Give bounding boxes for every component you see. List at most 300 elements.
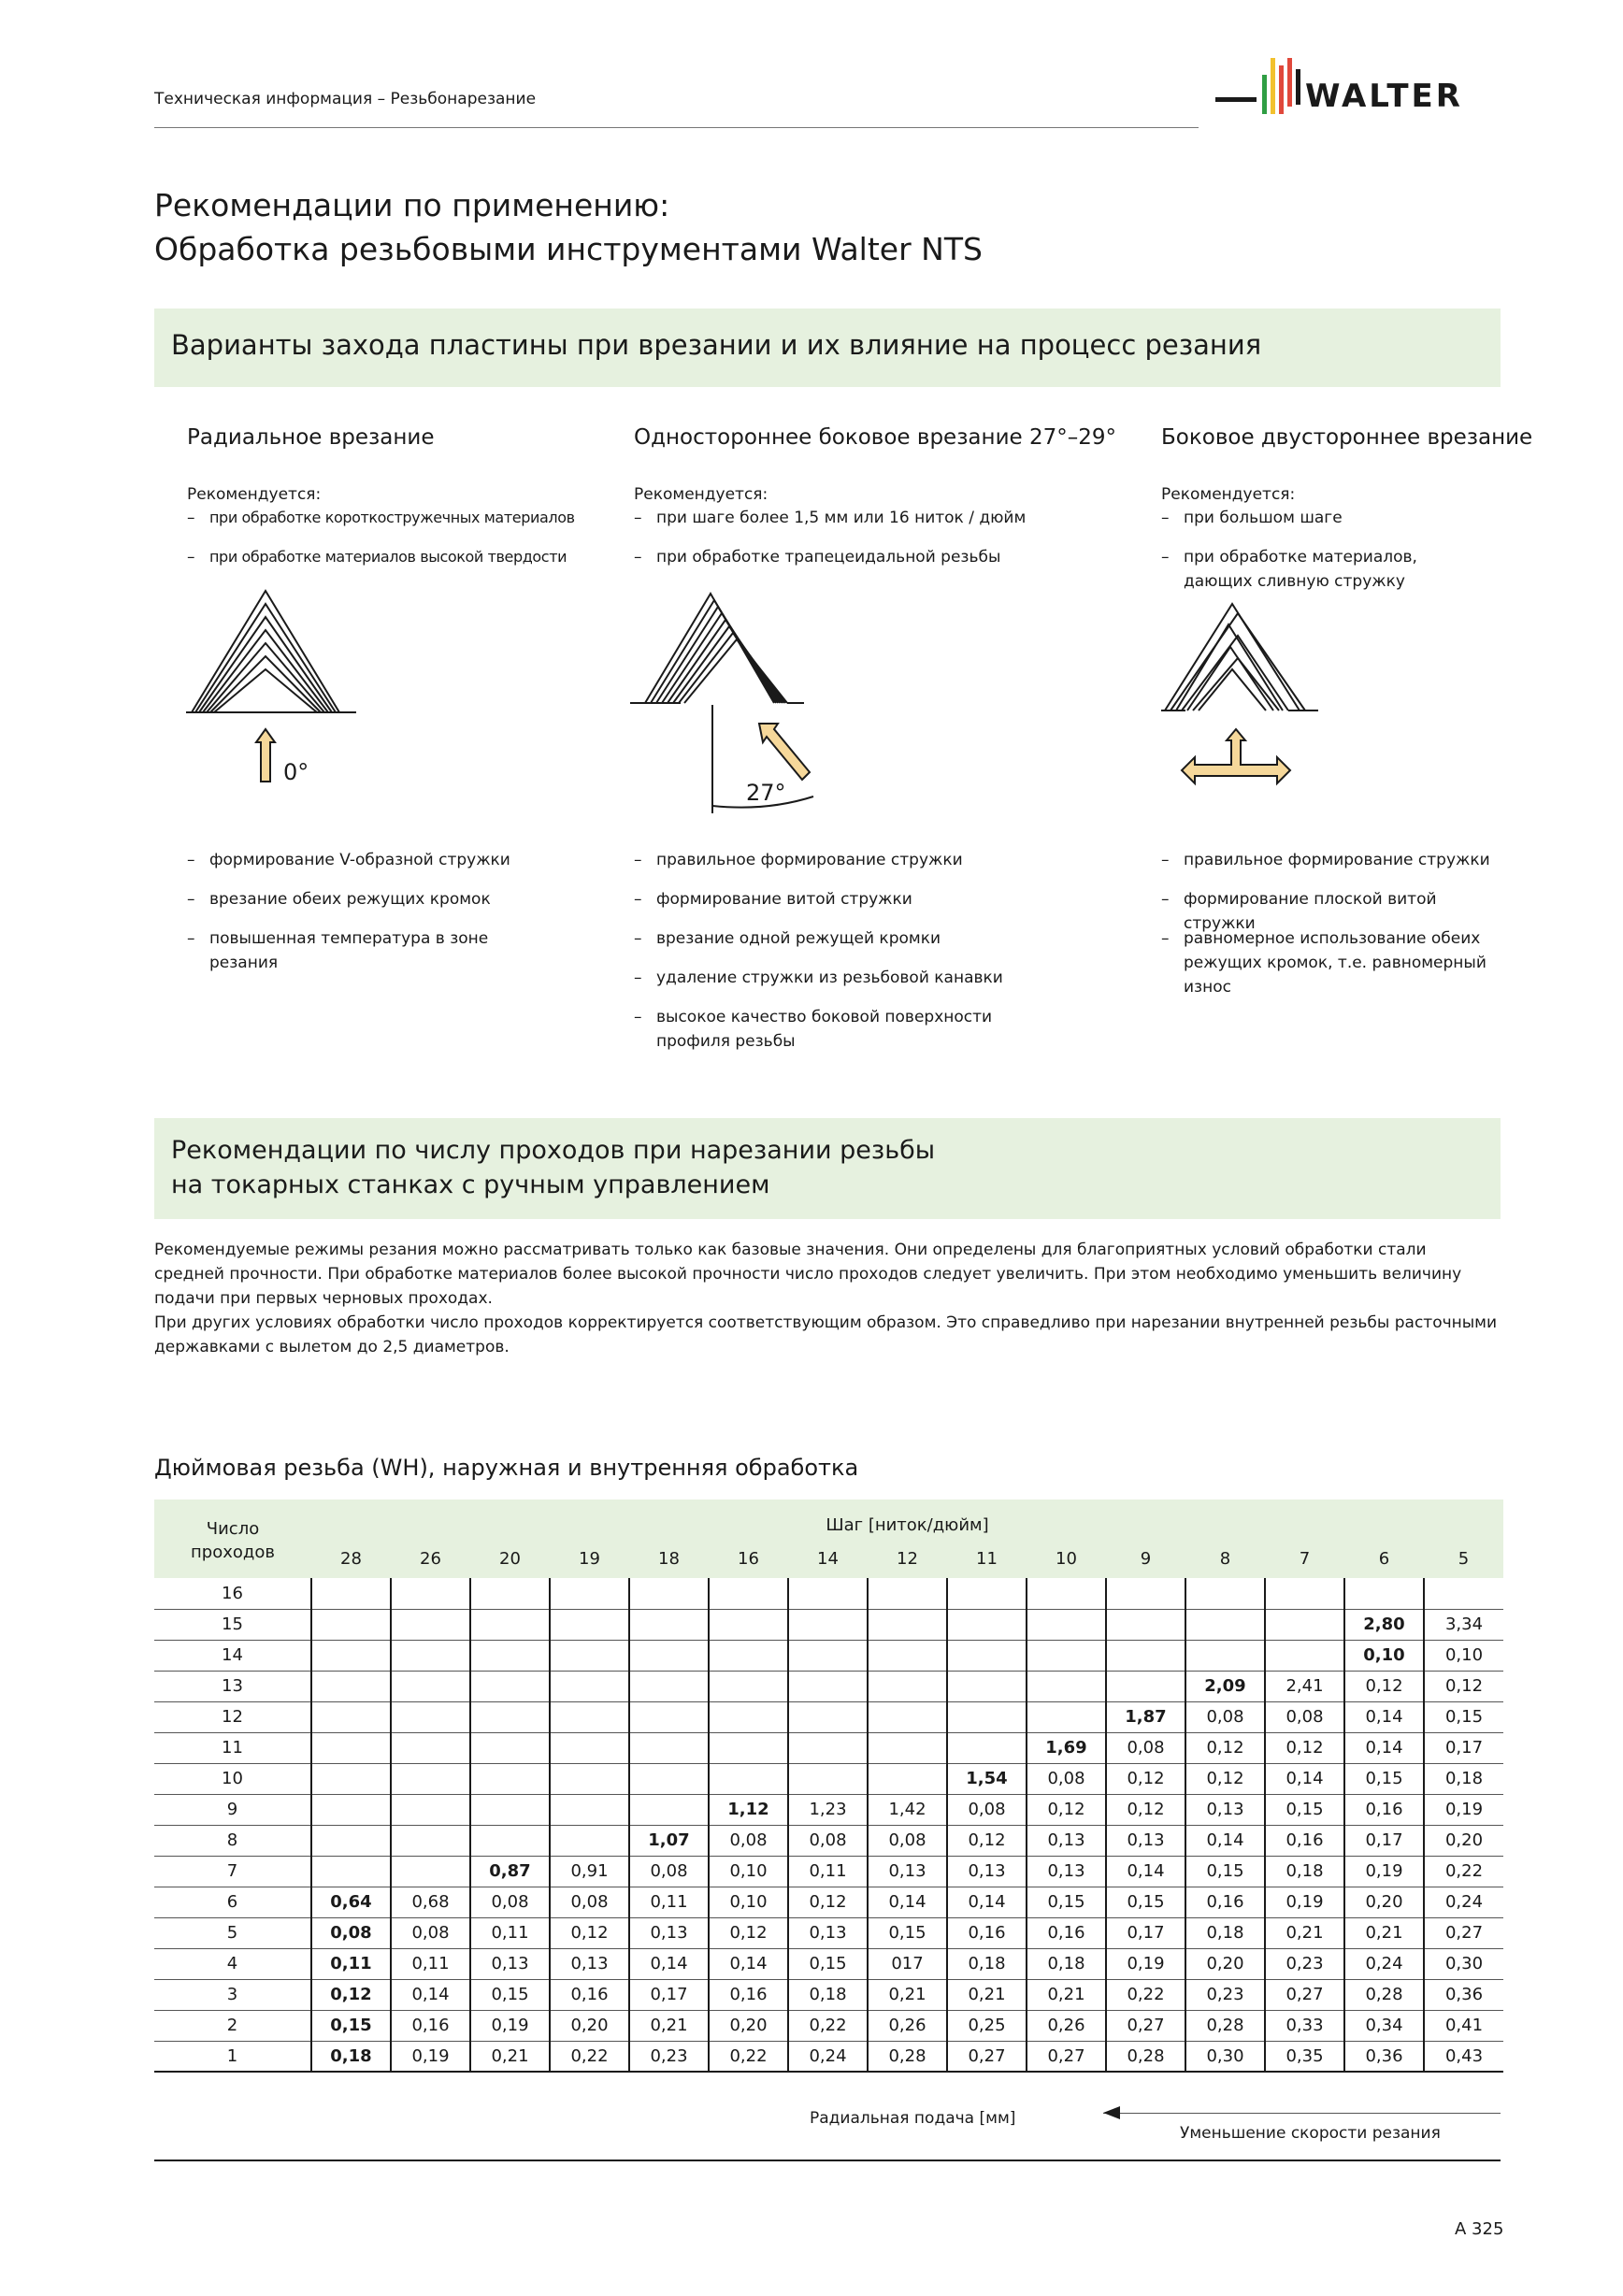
feed-cell: 0,11: [629, 1887, 709, 1917]
feed-cell: 0,20: [1185, 1948, 1265, 1979]
feed-cell: 0,17: [1106, 1917, 1185, 1948]
feed-cell: 0,21: [1265, 1917, 1344, 1948]
feed-cell: 0,08: [1106, 1732, 1185, 1763]
feed-cell: [470, 1825, 550, 1856]
pitch-header: 6: [1378, 1548, 1390, 1569]
feed-cell: 0,13: [1106, 1825, 1185, 1856]
header-section-label: Техническая информация – Резьбонарезание: [154, 90, 537, 108]
feed-cell: [470, 1609, 550, 1640]
feed-cell: 0,14: [1344, 1701, 1424, 1732]
feed-cell: [788, 1640, 868, 1671]
footer-divider: [154, 2160, 1501, 2161]
feed-cell: [550, 1701, 629, 1732]
pitch-header: 28: [340, 1548, 362, 1569]
feed-cell: 0,14: [391, 1979, 470, 2010]
feed-cell: [788, 1671, 868, 1701]
passes-cell: 5: [154, 1917, 311, 1948]
feed-cell: 0,24: [1424, 1887, 1503, 1917]
feed-cell: [550, 1609, 629, 1640]
feed-cell: 0,20: [1424, 1825, 1503, 1856]
passes-cell: 7: [154, 1856, 311, 1887]
pitch-header: 10: [1056, 1548, 1077, 1569]
feed-cell: 0,08: [311, 1917, 391, 1948]
pitch-header: 7: [1299, 1548, 1311, 1569]
feed-cell: 0,22: [1424, 1856, 1503, 1887]
feed-cell: [709, 1732, 788, 1763]
arrow-left-icon: [1103, 2106, 1120, 2119]
walter-logo: [1215, 56, 1515, 135]
passes-table: [154, 1500, 1503, 2073]
feed-cell: 0,13: [1027, 1825, 1106, 1856]
feed-cell: 1,12: [709, 1794, 788, 1825]
feed-cell: [391, 1640, 470, 1671]
feed-cell: 0,22: [550, 2041, 629, 2072]
feed-cell: 0,17: [629, 1979, 709, 2010]
feed-cell: 2,09: [1185, 1671, 1265, 1701]
feed-cell: 0,19: [1344, 1856, 1424, 1887]
feed-cell: [470, 1701, 550, 1732]
feed-cell: 0,18: [311, 2041, 391, 2072]
pitch-header: 12: [897, 1548, 918, 1569]
passes-cell: 10: [154, 1763, 311, 1794]
feed-cell: [629, 1609, 709, 1640]
feed-cell: 0,13: [1185, 1794, 1265, 1825]
feed-cell: 0,15: [1265, 1794, 1344, 1825]
feed-cell: [947, 1732, 1027, 1763]
logo-wordmark: WALTER: [1305, 78, 1463, 115]
table-row: [154, 1578, 1503, 1609]
feed-cell: [629, 1794, 709, 1825]
feed-cell: 1,54: [947, 1763, 1027, 1794]
feed-cell: 0,08: [629, 1856, 709, 1887]
feed-cell: [550, 1732, 629, 1763]
feed-cell: 3,34: [1424, 1609, 1503, 1640]
feed-cell: 0,12: [550, 1917, 629, 1948]
feed-cell: 0,23: [629, 2041, 709, 2072]
passes-cell: 14: [154, 1640, 311, 1671]
feed-cell: [629, 1763, 709, 1794]
feed-cell: 0,23: [1265, 1948, 1344, 1979]
feed-cell: 017: [868, 1948, 947, 1979]
feed-cell: 0,14: [629, 1948, 709, 1979]
feed-cell: [1265, 1640, 1344, 1671]
feed-cell: [391, 1578, 470, 1609]
feed-cell: [470, 1794, 550, 1825]
feed-cell: 0,19: [391, 2041, 470, 2072]
feed-cell: 0,13: [1027, 1856, 1106, 1887]
speed-arrow-line: [1103, 2113, 1501, 2114]
feed-cell: 0,15: [311, 2010, 391, 2041]
feed-cell: [1106, 1640, 1185, 1671]
feed-cell: 0,20: [1344, 1887, 1424, 1917]
feed-cell: 0,19: [1106, 1948, 1185, 1979]
feed-cell: 0,15: [1185, 1856, 1265, 1887]
feed-cell: [947, 1671, 1027, 1701]
feed-cell: 0,14: [1106, 1856, 1185, 1887]
feed-cell: 0,26: [1027, 2010, 1106, 2041]
feed-cell: 0,21: [1027, 1979, 1106, 2010]
intro-paragraph: При других условиях обработки число проходов корректируется соответствующим образом. Это справедливо при нарезании внутренней резьбы расточными державками с вылетом до 2,5 диаметров.: [154, 1313, 1498, 1356]
feed-cell: 0,17: [1344, 1825, 1424, 1856]
feed-cell: 0,11: [470, 1917, 550, 1948]
feed-cell: 0,28: [1344, 1979, 1424, 2010]
feed-cell: 0,24: [788, 2041, 868, 2072]
feed-cell: 0,27: [1106, 2010, 1185, 2041]
feed-cell: 0,30: [1185, 2041, 1265, 2072]
feed-cell: 0,12: [1265, 1732, 1344, 1763]
feed-cell: [470, 1763, 550, 1794]
feed-cell: 0,91: [550, 1856, 629, 1887]
pitch-header: 18: [658, 1548, 680, 1569]
feed-cell: 0,12: [709, 1917, 788, 1948]
list-item: – при обработке трапецеидальной резьбы: [634, 548, 1001, 567]
feed-cell: 0,16: [391, 2010, 470, 2041]
feed-cell: [391, 1609, 470, 1640]
feed-cell: 0,21: [470, 2041, 550, 2072]
list-item: – формирование витой стружки: [634, 890, 912, 909]
table-row: [154, 1856, 1503, 1887]
feed-cell: [311, 1794, 391, 1825]
feed-cell: 0,19: [1424, 1794, 1503, 1825]
section2-heading: [171, 1133, 935, 1202]
pitch-header: 19: [579, 1548, 600, 1569]
feed-cell: [1185, 1578, 1265, 1609]
feed-cell: [1185, 1640, 1265, 1671]
feed-cell: 0,18: [1027, 1948, 1106, 1979]
feed-cell: [391, 1701, 470, 1732]
feed-cell: 0,20: [550, 2010, 629, 2041]
feed-cell: [1106, 1671, 1185, 1701]
feed-cell: 0,16: [1265, 1825, 1344, 1856]
feed-cell: [391, 1671, 470, 1701]
feed-cell: 1,23: [788, 1794, 868, 1825]
table-row: [154, 1979, 1503, 2010]
intro-text: [154, 1238, 1501, 1359]
passes-cell: 8: [154, 1825, 311, 1856]
angle-label-0: 0°: [283, 759, 309, 785]
feed-cell: 0,21: [947, 1979, 1027, 2010]
page-number: A 325: [1455, 2219, 1504, 2239]
feed-cell: [550, 1671, 629, 1701]
feed-cell: 0,13: [947, 1856, 1027, 1887]
feed-cell: 0,22: [709, 2041, 788, 2072]
feed-cell: [311, 1578, 391, 1609]
feed-cell: 0,16: [947, 1917, 1027, 1948]
feed-cell: 0,21: [1344, 1917, 1424, 1948]
feed-cell: 0,24: [1344, 1948, 1424, 1979]
column-radial-heading: Радиальное врезание: [187, 425, 435, 450]
feed-cell: [1265, 1609, 1344, 1640]
feed-cell: [550, 1763, 629, 1794]
feed-cell: 0,17: [1424, 1732, 1503, 1763]
pitch-header: 5: [1458, 1548, 1470, 1569]
feed-cell: 0,12: [1344, 1671, 1424, 1701]
feed-cell: 0,22: [1106, 1979, 1185, 2010]
table-row: [154, 1701, 1503, 1732]
column-flank-heading: Одностороннее боковое врезание 27°–29°: [634, 425, 1117, 450]
feed-cell: 0,19: [470, 2010, 550, 2041]
feed-cell: 0,14: [1344, 1732, 1424, 1763]
section1-band: [154, 309, 1501, 387]
feed-cell: 1,07: [629, 1825, 709, 1856]
feed-cell: 0,11: [311, 1948, 391, 1979]
feed-cell: [1027, 1578, 1106, 1609]
passes-cell: 2: [154, 2010, 311, 2041]
feed-cell: 0,41: [1424, 2010, 1503, 2041]
feed-cell: [788, 1701, 868, 1732]
feed-cell: 0,18: [788, 1979, 868, 2010]
list-item: – при шаге более 1,5 мм или 16 ниток / дюйм: [634, 509, 1027, 527]
feed-cell: [311, 1671, 391, 1701]
feed-cell: 0,11: [788, 1856, 868, 1887]
feed-cell: [1027, 1701, 1106, 1732]
passes-cell: 13: [154, 1671, 311, 1701]
list-item: – врезание обеих режущих кромок: [187, 890, 491, 909]
feed-cell: 0,15: [1106, 1887, 1185, 1917]
table-title: Дюймовая резьба (WH), наружная и внутренняя обработка: [154, 1455, 859, 1481]
feed-cell: [947, 1578, 1027, 1609]
feed-cell: 0,08: [1265, 1701, 1344, 1732]
feed-cell: [709, 1701, 788, 1732]
feed-cell: 1,42: [868, 1794, 947, 1825]
feed-cell: [470, 1732, 550, 1763]
feed-cell: [550, 1794, 629, 1825]
feed-cell: 0,34: [1344, 2010, 1424, 2041]
feed-cell: 0,13: [629, 1917, 709, 1948]
feed-cell: 0,14: [947, 1887, 1027, 1917]
feed-cell: 0,18: [1265, 1856, 1344, 1887]
table-row: [154, 1609, 1503, 1640]
feed-cell: 0,08: [470, 1887, 550, 1917]
feed-cell: 0,18: [947, 1948, 1027, 1979]
feed-cell: [470, 1578, 550, 1609]
feed-cell: [391, 1825, 470, 1856]
feed-cell: 0,16: [1027, 1917, 1106, 1948]
column-radial-rec-label: Рекомендуется:: [187, 485, 322, 504]
pitch-header: 8: [1219, 1548, 1231, 1569]
feed-cell: [1344, 1578, 1424, 1609]
feed-cell: [1027, 1609, 1106, 1640]
feed-cell: [1106, 1578, 1185, 1609]
table-row: [154, 1732, 1503, 1763]
corner-header: Число проходов: [191, 1519, 275, 1562]
feed-cell: [788, 1609, 868, 1640]
feed-cell: 0,19: [1265, 1887, 1344, 1917]
feed-cell: [709, 1763, 788, 1794]
feed-cell: 0,26: [868, 2010, 947, 2041]
feed-cell: 0,15: [1424, 1701, 1503, 1732]
feed-cell: [550, 1578, 629, 1609]
feed-cell: [311, 1701, 391, 1732]
feed-cell: [868, 1671, 947, 1701]
list-item: – при обработке материалов, дающих сливную стружку: [1161, 548, 1417, 591]
feed-cell: [868, 1578, 947, 1609]
table-row: [154, 1794, 1503, 1825]
feed-cell: 0,08: [709, 1825, 788, 1856]
feed-cell: [629, 1701, 709, 1732]
feed-cell: 1,87: [1106, 1701, 1185, 1732]
feed-cell: 0,10: [709, 1887, 788, 1917]
list-item: – формирование плоской витой стружки: [1161, 890, 1437, 933]
intro-paragraph: Рекомендуемые режимы резания можно рассматривать только как базовые значения. Они определены для благоприятных условий обработки стали средней прочности. При обработке материалов более высокой прочности число проходов следует увеличить. При этом необходимо уменьшить величину подачи при первых черновых проходах.: [154, 1241, 1462, 1308]
page-title-line1: Рекомендации по применению:: [154, 187, 670, 223]
feed-cell: 0,21: [868, 1979, 947, 2010]
feed-cell: [311, 1640, 391, 1671]
feed-cell: 0,10: [1424, 1640, 1503, 1671]
pitch-header: 9: [1140, 1548, 1152, 1569]
feed-cell: 0,12: [1106, 1763, 1185, 1794]
feed-cell: [311, 1763, 391, 1794]
feed-cell: 0,12: [788, 1887, 868, 1917]
feed-cell: 0,15: [1027, 1887, 1106, 1917]
pitch-header: 11: [976, 1548, 998, 1569]
feed-cell: 2,41: [1265, 1671, 1344, 1701]
feed-cell: [629, 1671, 709, 1701]
feed-cell: 0,12: [1106, 1794, 1185, 1825]
table-row: [154, 2041, 1503, 2072]
list-item: – при обработке короткостружечных материалов: [187, 509, 575, 527]
list-item: – при обработке материалов высокой твердости: [187, 548, 567, 567]
pitch-header: 26: [420, 1548, 441, 1569]
feed-cell: 0,12: [1185, 1763, 1265, 1794]
list-item: – правильное формирование стружки: [634, 851, 963, 869]
feed-cell: [311, 1732, 391, 1763]
feed-cell: 0,14: [868, 1887, 947, 1917]
page-title-line2: Обработка резьбовыми инструментами Walter NTS: [154, 231, 983, 267]
feed-cell: 0,28: [1106, 2041, 1185, 2072]
passes-cell: 4: [154, 1948, 311, 1979]
section1-heading: Варианты захода пластины при врезании и их влияние на процесс резания: [171, 329, 1262, 361]
list-item: – при большом шаге: [1161, 509, 1343, 527]
table-row: [154, 1671, 1503, 1701]
passes-cell: 15: [154, 1609, 311, 1640]
feed-cell: 0,08: [550, 1887, 629, 1917]
feed-cell: [311, 1856, 391, 1887]
feed-cell: 0,36: [1424, 1979, 1503, 2010]
feed-cell: 0,36: [1344, 2041, 1424, 2072]
column-alternating-rec-label: Рекомендуется:: [1161, 485, 1296, 504]
feed-cell: [311, 1825, 391, 1856]
feed-cell: 0,27: [1265, 1979, 1344, 2010]
table-row: [154, 1763, 1503, 1794]
feed-cell: 0,33: [1265, 2010, 1344, 2041]
passes-cell: 6: [154, 1887, 311, 1917]
feed-cell: [788, 1732, 868, 1763]
feed-label: Радиальная подача [мм]: [810, 2109, 1016, 2128]
section2-band: [154, 1118, 1501, 1219]
feed-cell: 0,30: [1424, 1948, 1503, 1979]
feed-cell: [550, 1825, 629, 1856]
feed-cell: 0,12: [311, 1979, 391, 2010]
feed-cell: 0,21: [629, 2010, 709, 2041]
feed-cell: 0,14: [709, 1948, 788, 1979]
feed-cell: 0,18: [1185, 1917, 1265, 1948]
feed-cell: 0,43: [1424, 2041, 1503, 2072]
feed-cell: [391, 1794, 470, 1825]
list-item: – повышенная температура в зоне резания: [187, 929, 489, 972]
feed-cell: 0,08: [391, 1917, 470, 1948]
feed-cell: 0,28: [1185, 2010, 1265, 2041]
passes-cell: 3: [154, 1979, 311, 2010]
feed-cell: 0,18: [1424, 1763, 1503, 1794]
feed-cell: [1424, 1578, 1503, 1609]
passes-cell: 1: [154, 2041, 311, 2072]
feed-cell: [1185, 1609, 1265, 1640]
feed-cell: 0,12: [947, 1825, 1027, 1856]
feed-cell: [788, 1578, 868, 1609]
feed-cell: 0,10: [1344, 1640, 1424, 1671]
feed-cell: [470, 1640, 550, 1671]
pitch-group-header: Шаг [ниток/дюйм]: [826, 1515, 989, 1535]
table-row: [154, 2010, 1503, 2041]
feed-cell: 0,12: [1027, 1794, 1106, 1825]
feed-cell: 0,08: [947, 1794, 1027, 1825]
feed-cell: [868, 1609, 947, 1640]
list-item: – врезание одной режущей кромки: [634, 929, 941, 948]
feed-cell: 0,08: [788, 1825, 868, 1856]
feed-cell: 0,08: [1027, 1763, 1106, 1794]
feed-cell: 0,16: [1344, 1794, 1424, 1825]
list-item: – формирование V-образной стружки: [187, 851, 510, 869]
feed-cell: [868, 1763, 947, 1794]
feed-cell: 0,15: [788, 1948, 868, 1979]
list-item: – высокое качество боковой поверхности профиля резьбы: [634, 1008, 993, 1051]
feed-cell: 0,25: [947, 2010, 1027, 2041]
feed-cell: [868, 1732, 947, 1763]
feed-cell: [947, 1701, 1027, 1732]
feed-cell: 0,27: [947, 2041, 1027, 2072]
table-row: [154, 1825, 1503, 1856]
feed-cell: [470, 1671, 550, 1701]
feed-cell: [1027, 1640, 1106, 1671]
feed-cell: [391, 1856, 470, 1887]
passes-cell: 9: [154, 1794, 311, 1825]
table-row: [154, 1948, 1503, 1979]
feed-cell: 0,87: [470, 1856, 550, 1887]
column-flank-rec-label: Рекомендуется:: [634, 485, 768, 504]
feed-cell: 0,15: [1344, 1763, 1424, 1794]
list-item: – равномерное использование обеих режущих кромок, т.е. равномерный износ: [1161, 929, 1487, 997]
feed-cell: 0,27: [1027, 2041, 1106, 2072]
feed-cell: 0,12: [1424, 1671, 1503, 1701]
pitch-header: 20: [499, 1548, 521, 1569]
column-alternating-heading: Боковое двустороннее врезание: [1161, 425, 1533, 450]
feed-cell: 0,27: [1424, 1917, 1503, 1948]
feed-cell: 0,15: [470, 1979, 550, 2010]
table-row: [154, 1917, 1503, 1948]
radial-infeed-diagram: [182, 589, 369, 795]
feed-cell: 0,16: [1185, 1887, 1265, 1917]
section2-heading-line1: Рекомендации по числу проходов при нарезании резьбы: [171, 1136, 936, 1165]
feed-cell: 0,28: [868, 2041, 947, 2072]
feed-cell: 0,11: [391, 1948, 470, 1979]
passes-cell: 16: [154, 1578, 311, 1609]
feed-cell: 0,16: [550, 1979, 629, 2010]
feed-cell: [868, 1701, 947, 1732]
feed-cell: [550, 1640, 629, 1671]
feed-cell: 0,08: [868, 1825, 947, 1856]
feed-cell: 1,69: [1027, 1732, 1106, 1763]
list-item: – удаление стружки из резьбовой канавки: [634, 969, 1003, 987]
section2-heading-line2: на токарных станках с ручным управлением: [171, 1170, 770, 1199]
feed-cell: [391, 1763, 470, 1794]
speed-label: Уменьшение скорости резания: [1180, 2124, 1441, 2143]
feed-cell: [311, 1609, 391, 1640]
infeed-arrow-icon: [1182, 729, 1290, 783]
feed-cell: [947, 1609, 1027, 1640]
feed-cell: 0,13: [470, 1948, 550, 1979]
feed-cell: [709, 1671, 788, 1701]
